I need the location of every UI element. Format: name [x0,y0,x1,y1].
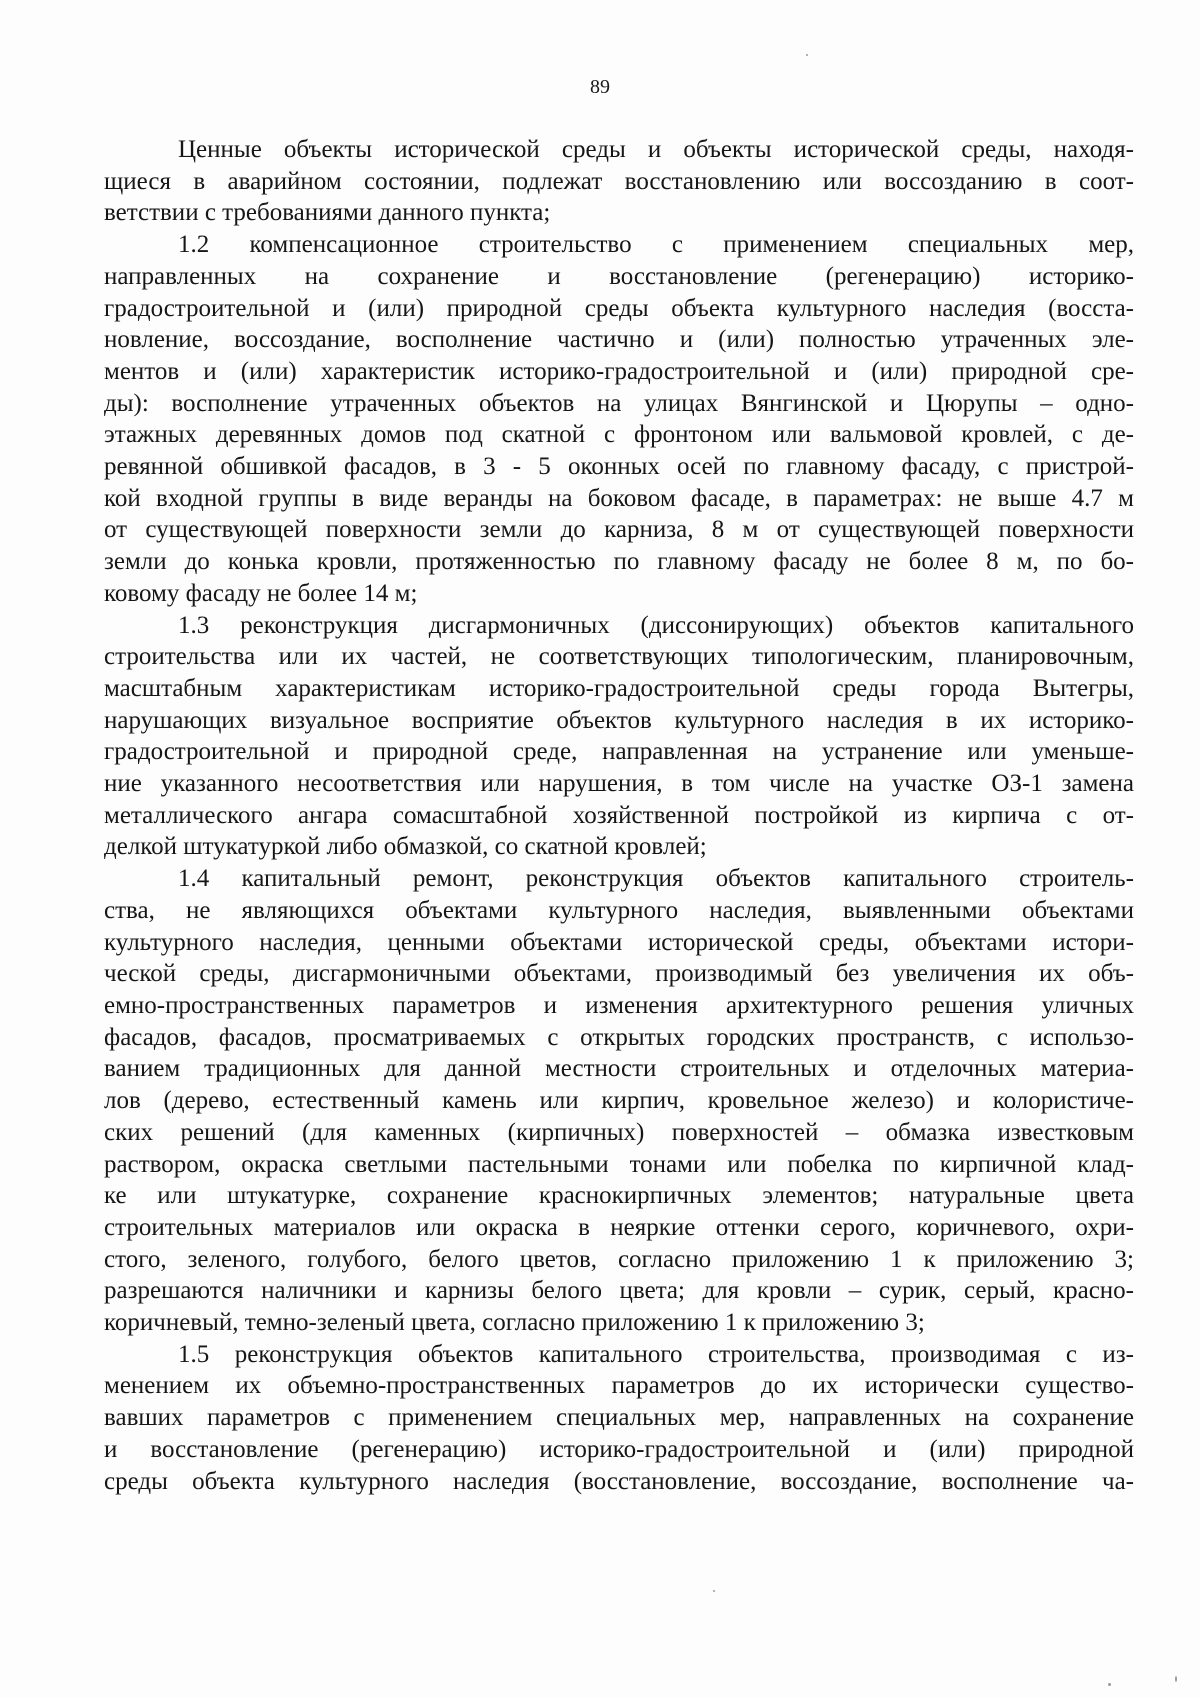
document-body [104,134,1134,1497]
text-line: ментов и (или) характеристик историко-градостроительной и (или) природной сре- [104,357,1134,385]
text-line: новление, воссоздание, восполнение частично и (или) полностью утраченных эле- [104,326,1134,354]
text-line: 1.3 реконструкция дисгармоничных (диссонирующих) объектов капитального [178,611,1134,639]
text-line: земли до конька кровли, протяженностью по главному фасаду не более 8 м, по бо- [104,548,1134,576]
text-line: 1.2 компенсационное строительство с применением специальных мер, [178,231,1134,259]
scan-speck [713,1590,715,1592]
text-line: от существующей поверхности земли до карниза, 8 м от существующей поверхности [104,516,1134,544]
page-number: 89 [590,76,610,98]
text-line: направленных на сохранение и восстановление (регенерацию) историко- [104,262,1134,290]
text-line: ческой среды, дисгармоничными объектами, производимый без увеличения их объ- [104,960,1134,988]
text-line: 1.5 реконструкция объектов капитального строительства, производимая с из- [178,1340,1134,1368]
text-line: и восстановление (регенерацию) историко-градостроительной и (или) природной [104,1435,1134,1463]
text-line: ние указанного несоответствия или нарушения, в том числе на участке ОЗ-1 замена [104,770,1134,798]
text-line: емно-пространственных параметров и изменения архитектурного решения уличных [104,991,1134,1019]
text-line: кой входной группы в виде веранды на боковом фасаде, в параметрах: не выше 4.7 м [104,484,1134,512]
text-line: нарушающих визуальное восприятие объектов культурного наследия в их историко- [104,706,1134,734]
text-line: градостроительной и природной среде, направленная на устранение или уменьше- [104,738,1134,766]
text-line: щиеся в аварийном состоянии, подлежат восстановлению или воссозданию в соот- [104,167,1134,195]
text-line: культурного наследия, ценными объектами исторической среды, объектами истори- [104,928,1134,956]
text-line: 1.4 капитальный ремонт, реконструкция объектов капитального строитель- [178,865,1134,893]
text-line: лов (дерево, естественный камень или кирпич, кровельное железо) и колористиче- [104,1087,1134,1115]
scan-speck [806,54,808,56]
scan-speck [1108,1683,1111,1686]
text-line: среды объекта культурного наследия (восстановление, воссоздание, восполнение ча- [104,1467,1134,1495]
text-line: ке или штукатурке, сохранение краснокирпичных элементов; натуральные цвета [104,1182,1134,1210]
text-line: Ценные объекты исторической среды и объекты исторической среды, находя- [178,136,1134,163]
text-line: фасадов, фасадов, просматриваемых с открытых городских пространств, с использо- [104,1023,1134,1051]
scan-speck [1175,1676,1177,1682]
text-line: ства, не являющихся объектами культурного наследия, выявленными объектами [104,896,1134,924]
text-line: делкой штукатуркой либо обмазкой, со скатной кровлей; [104,833,707,861]
text-line: масштабным характеристикам историко-градостроительной среды города Вытегры, [104,674,1134,702]
text-line: градостроительной и (или) природной среды объекта культурного наследия (восста- [104,294,1134,322]
text-line: стого, зеленого, голубого, белого цветов, согласно приложению 1 к приложению 3; [104,1245,1134,1273]
text-line: менением их объемно-пространственных параметров до их исторически существо- [104,1372,1134,1400]
text-line: строительства или их частей, не соответствующих типологическим, планировочным, [104,643,1134,671]
text-line: ревянной обшивкой фасадов, в 3 - 5 оконных осей по главному фасаду, с пристрой- [104,453,1134,481]
text-line: разрешаются наличники и карнизы белого цвета; для кровли – сурик, серый, красно- [104,1277,1134,1305]
text-line: ских решений (для каменных (кирпичных) поверхностей – обмазка известковым [104,1118,1134,1146]
text-line: вавших параметров с применением специальных мер, направленных на сохранение [104,1404,1134,1432]
text-line: строительных материалов или окраска в неяркие оттенки серого, коричневого, охри- [104,1213,1134,1241]
text-line: ванием традиционных для данной местности строительных и отделочных материа- [104,1055,1134,1083]
text-line: этажных деревянных домов под скатной с фронтоном или вальмовой кровлей, с де- [104,421,1134,449]
text-line: ветствии с требованиями данного пункта; [104,199,551,227]
text-line: ковому фасаду не более 14 м; [104,579,418,607]
text-line: ды): восполнение утраченных объектов на улицах Вянгинской и Цюрупы – одно- [104,389,1134,417]
text-line: металлического ангара сомасштабной хозяйственной постройкой из кирпича с от- [104,801,1134,829]
text-line: раствором, окраска светлыми пастельными тонами или побелка по кирпичной клад- [104,1150,1134,1178]
text-line: коричневый, темно-зеленый цвета, согласно приложению 1 к приложению 3; [104,1309,925,1337]
